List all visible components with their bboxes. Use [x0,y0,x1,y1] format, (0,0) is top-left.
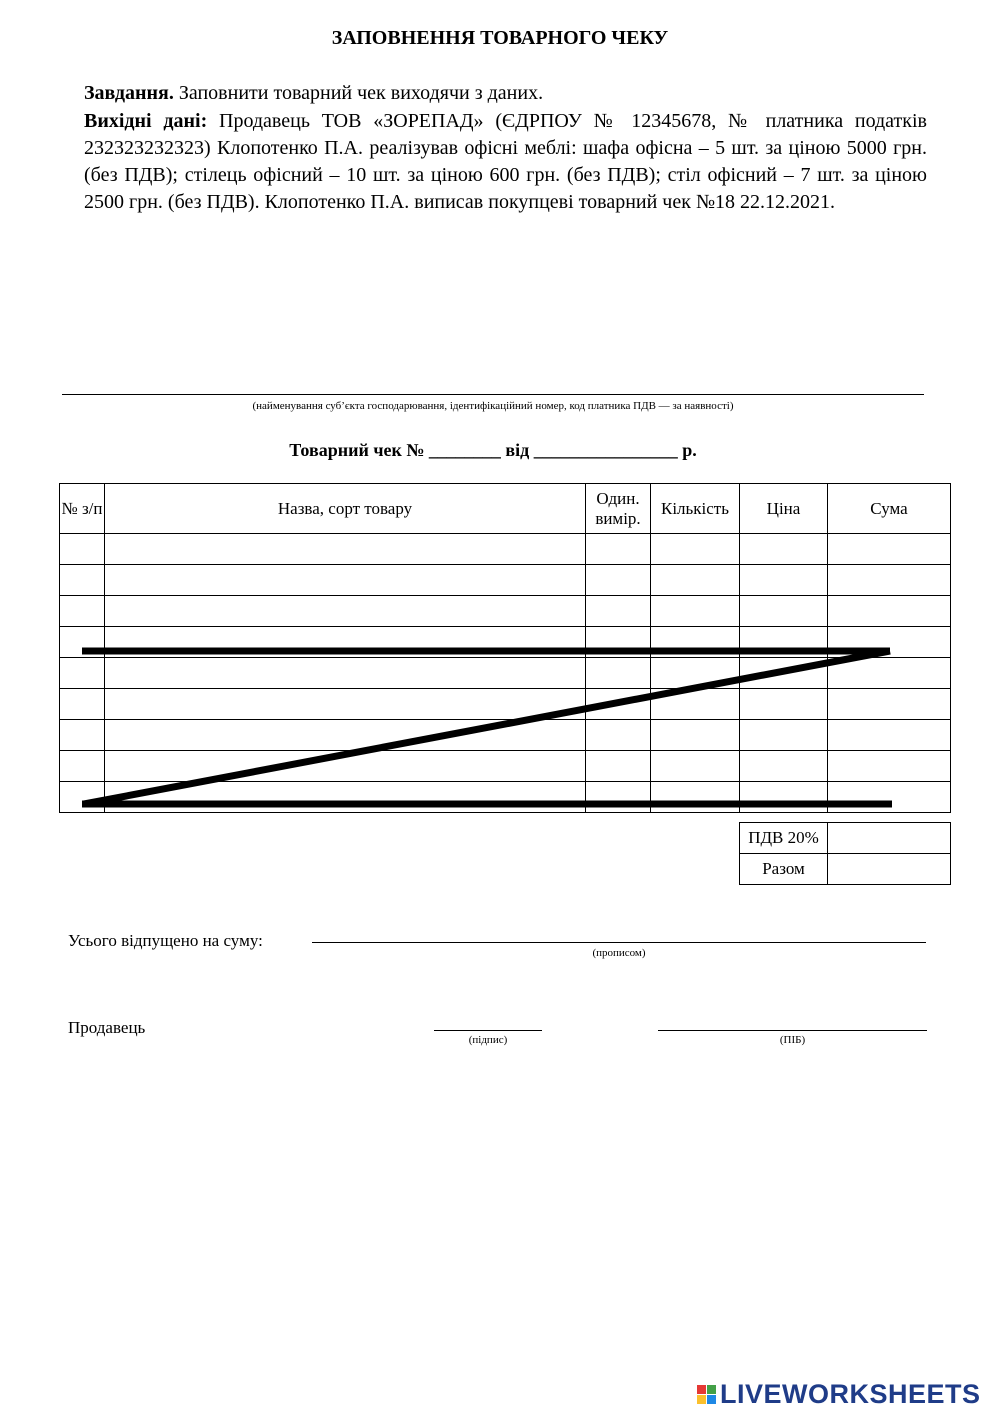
header-quantity: Кількість [651,484,740,534]
released-amount-line[interactable] [312,942,926,943]
liveworksheets-logo [697,1379,981,1410]
in-words-caption: (прописом) [592,947,646,959]
source-text: Продавець ТОВ «ЗОРЕПАД» (ЄДРПОУ № 12345678, № платника податків 232323232323) Клопотенко П.А. реалізував офісні меблі: шафа офісна – 5 шт. за ціною 5000 грн. (без ПДВ); стілець офісний – 10 шт. за ціною 600 грн. (без ПДВ); стіл офісний – 7 шт. за ціною 2500 грн. (без ПДВ). Клопотенко П.А. виписав покупцеві товарний чек №18 22.12.2021. [84,110,927,213]
task-text: Заповнити товарний чек виходячи з даних. [173,82,544,104]
header-sum: Сума [828,484,951,534]
logo-square [707,1395,716,1404]
header-price: Ціна [740,484,828,534]
brand-text: LIVEWORKSHEETS [720,1379,981,1409]
entity-caption: (найменування суб’єкта господарювання, ідентифікаційний номер, код платника ПДВ — за наявності) [252,400,734,412]
header-unit: Один. вимір. [586,484,651,534]
total-label: Разом [740,854,828,885]
vat-label: ПДВ 20% [740,823,828,854]
page-title: ЗАПОВНЕННЯ ТОВАРНОГО ЧЕКУ [331,27,669,49]
logo-square [707,1385,716,1394]
logo-square [697,1395,706,1404]
logo-square [697,1385,706,1394]
strike-diagonal-line [84,651,890,804]
seller-label: Продавець [68,1018,146,1037]
receipt-heading: Товарний чек № ________ від ________________ р. [289,440,697,460]
source-label: Вихідні дані: [84,110,208,132]
signature-line[interactable] [434,1030,542,1031]
signature-caption: (підпис) [468,1034,508,1046]
task-label: Завдання. [84,82,174,104]
seller-name-line[interactable] [658,1030,927,1031]
header-name: Назва, сорт товару [105,484,586,534]
header-number: № з/п [60,484,105,534]
seller-name-caption: (ПІБ) [779,1034,806,1046]
liveworksheets-logo-icon [697,1385,716,1404]
released-amount-label: Усього відпущено на суму: [68,931,263,950]
